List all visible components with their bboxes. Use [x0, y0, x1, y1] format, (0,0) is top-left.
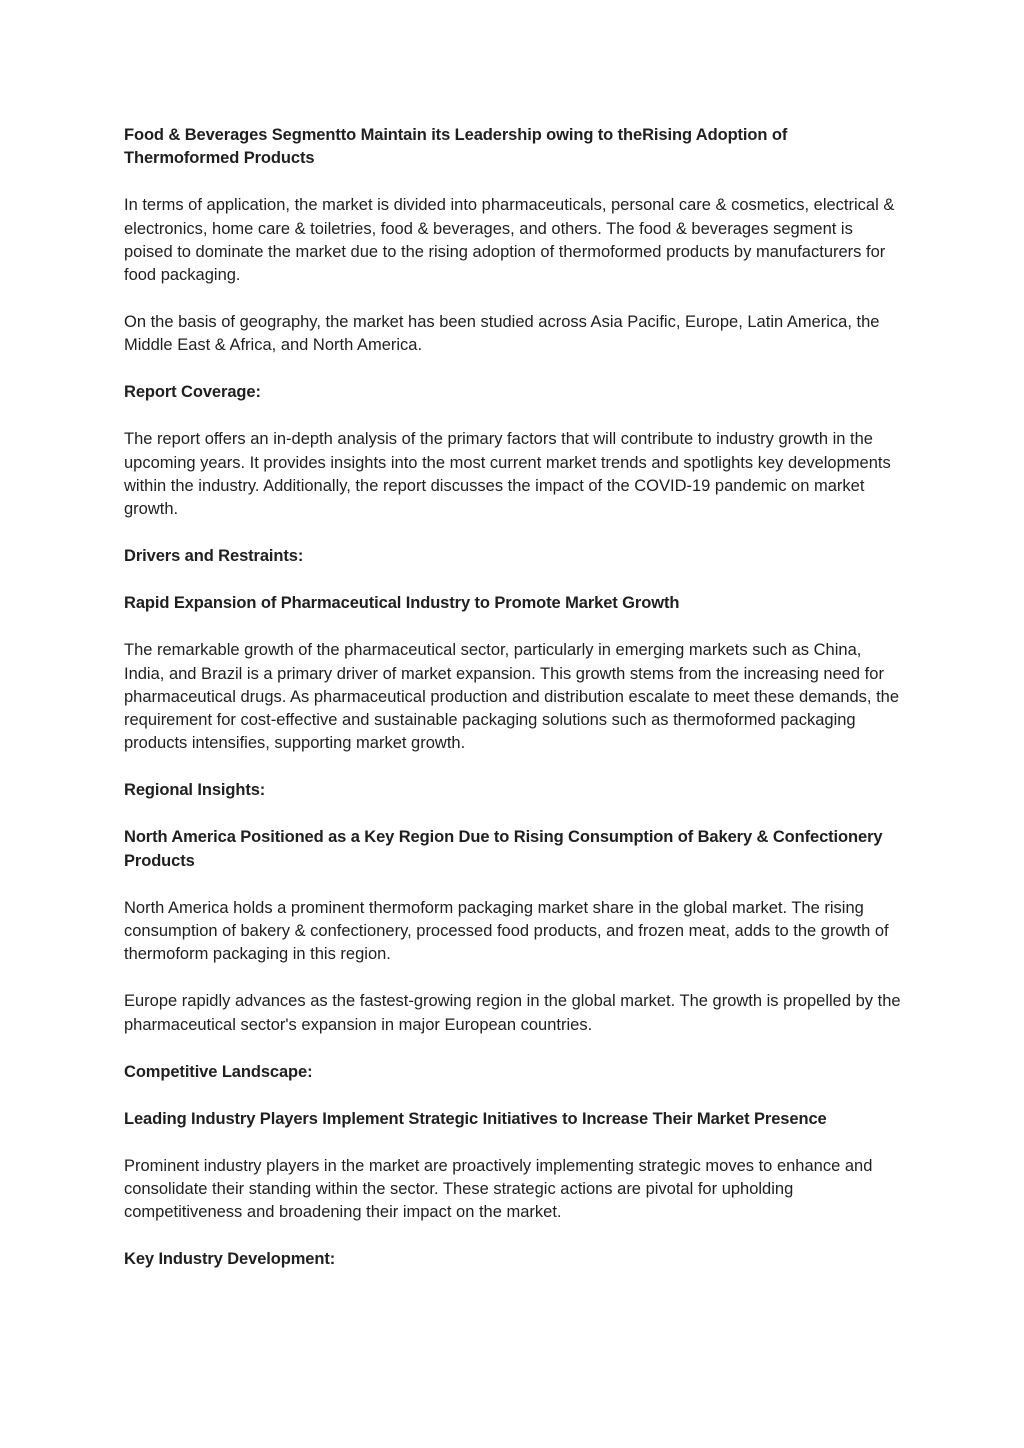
section-heading: Food & Beverages Segmentto Maintain its Leadership owing to theRising Adoption of Thermoformed Products: [124, 126, 788, 168]
paragraph: North America holds a prominent thermoform packaging market share in the global market. The rising consumption of bakery & confectionery, processed food products, and frozen meat, adds to the growth of thermoform packaging in this region.: [124, 898, 889, 964]
section-heading: Key Industry Development:: [124, 1250, 336, 1269]
subsection-heading: Rapid Expansion of Pharmaceutical Industry to Promote Market Growth: [124, 594, 680, 613]
paragraph: The report offers an in-depth analysis of the primary factors that will contribute to industry growth in the upcoming years. It provides insights into the most current market trends and spotlights key developments within the industry. Additionally, the report discusses the impact of the COVID-19 pandemic on market growth.: [124, 430, 891, 519]
section-heading: Competitive Landscape:: [124, 1062, 313, 1081]
section-heading: Regional Insights:: [124, 781, 266, 800]
paragraph: Europe rapidly advances as the fastest-growing region in the global market. The growth is propelled by the pharmaceutical sector's expansion in major European countries.: [124, 992, 901, 1034]
paragraph: In terms of application, the market is divided into pharmaceuticals, personal care & cosmetics, electrical & electronics, home care & toiletries, food & beverages, and others. The food & beverages segment is poised to dominate the market due to the rising adoption of thermoformed products by manufacturers for food packaging.: [124, 196, 895, 285]
subsection-heading: North America Positioned as a Key Region Due to Rising Consumption of Bakery & Confectionery Products: [124, 828, 883, 870]
section-heading: Report Coverage:: [124, 383, 261, 402]
section-heading: Drivers and Restraints:: [124, 547, 304, 566]
paragraph: On the basis of geography, the market has been studied across Asia Pacific, Europe, Latin America, the Middle East & Africa, and North America.: [124, 313, 880, 355]
paragraph: The remarkable growth of the pharmaceutical sector, particularly in emerging markets such as China, India, and Brazil is a primary driver of market expansion. This growth stems from the increasing need for pharmaceutical drugs. As pharmaceutical production and distribution escalate to meet these demands, the requirement for cost-effective and sustainable packaging solutions such as thermoformed packaging products intensifies, supporting market growth.: [124, 641, 900, 753]
document-page: [124, 124, 904, 1295]
subsection-heading: Leading Industry Players Implement Strategic Initiatives to Increase Their Market Presence: [124, 1109, 827, 1128]
paragraph: Prominent industry players in the market are proactively implementing strategic moves to enhance and consolidate their standing within the sector. These strategic actions are pivotal for upholding competitiveness and broadening their impact on the market.: [124, 1156, 873, 1222]
